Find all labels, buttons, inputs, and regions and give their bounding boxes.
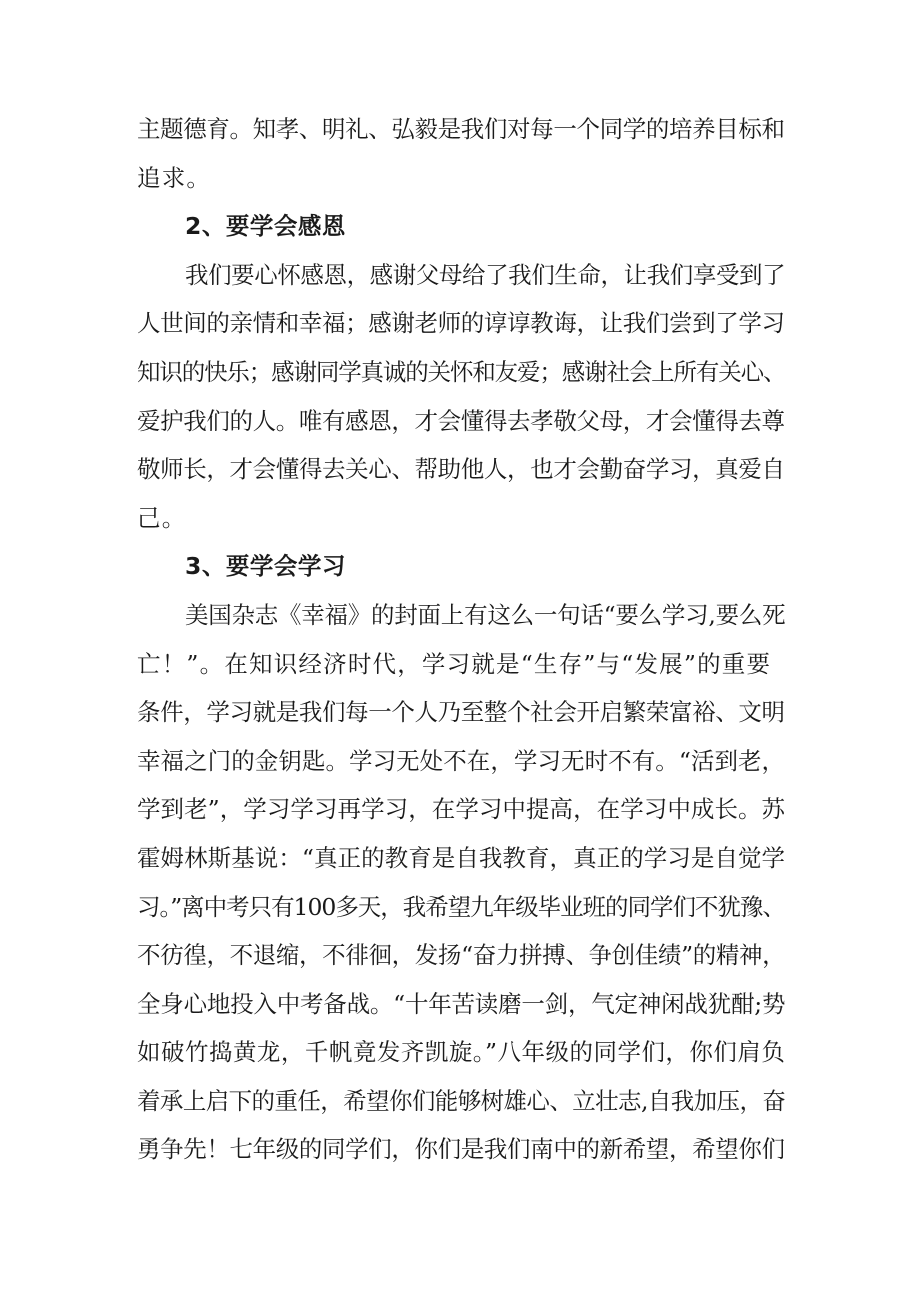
text-line: 不彷徨，不退缩，不徘徊，发扬“奋力拼搏、争创佳绩”的精神， bbox=[137, 941, 786, 970]
text-line: 勇争先！七年级的同学们，你们是我们南中的新希望，希望你们 bbox=[137, 1135, 785, 1164]
text-line: 敬师长，才会懂得去关心、帮助他人，也才会勤奋学习，真爱自 bbox=[137, 455, 785, 484]
text-line: 主题德育。知孝、明礼、弘毅是我们对每一个同学的培养目标和 bbox=[137, 115, 785, 143]
document-body bbox=[137, 105, 785, 1174]
text-line: 全身心地投入中考备战。“十年苦读磨一剑，气定神闲战犹酣;势 bbox=[137, 989, 786, 1018]
text-line: 幸福之门的金钥匙。学习无处不在，学习无时不有。“活到老， bbox=[137, 746, 786, 775]
text-line: 习。”离中考只有100多天，我希望九年级毕业班的同学们不犹豫、 bbox=[137, 892, 785, 921]
text-line: 爱护我们的人。唯有感恩，才会懂得去孝敬父母，才会懂得去尊 bbox=[137, 406, 785, 435]
text-line: 美国杂志《幸福》的封面上有这么一句话“要么学习,要么死 bbox=[185, 600, 786, 629]
section-heading: 3、要学会学习 bbox=[185, 552, 346, 581]
text-line: 着承上启下的重任，希望你们能够树雄心、立壮志,自我加压，奋 bbox=[137, 1086, 786, 1115]
text-line: 知识的快乐；感谢同学真诚的关怀和友爱；感谢社会上所有关心、 bbox=[137, 357, 786, 386]
text-line: 追求。 bbox=[137, 163, 212, 192]
text-line: 己。 bbox=[137, 503, 187, 532]
text-line: 如破竹捣黄龙，千帆竟发齐凯旋。”八年级的同学们，你们肩负 bbox=[137, 1038, 786, 1067]
text-line: 学到老”，学习学习再学习，在学习中提高，在学习中成长。苏 bbox=[137, 795, 786, 824]
text-line: 霍姆林斯基说：“真正的教育是自我教育，真正的学习是自觉学 bbox=[137, 843, 786, 872]
section-heading: 2、要学会感恩 bbox=[185, 212, 346, 241]
text-line: 亡！”。在知识经济时代，学习就是“生存”与“发展”的重要 bbox=[137, 649, 772, 678]
text-line: 人世间的亲情和幸福；感谢老师的谆谆教诲，让我们尝到了学习 bbox=[137, 309, 785, 338]
text-line: 我们要心怀感恩，感谢父母给了我们生命，让我们享受到了 bbox=[185, 260, 786, 289]
text-line: 条件，学习就是我们每一个人乃至整个社会开启繁荣富裕、文明 bbox=[137, 698, 785, 727]
